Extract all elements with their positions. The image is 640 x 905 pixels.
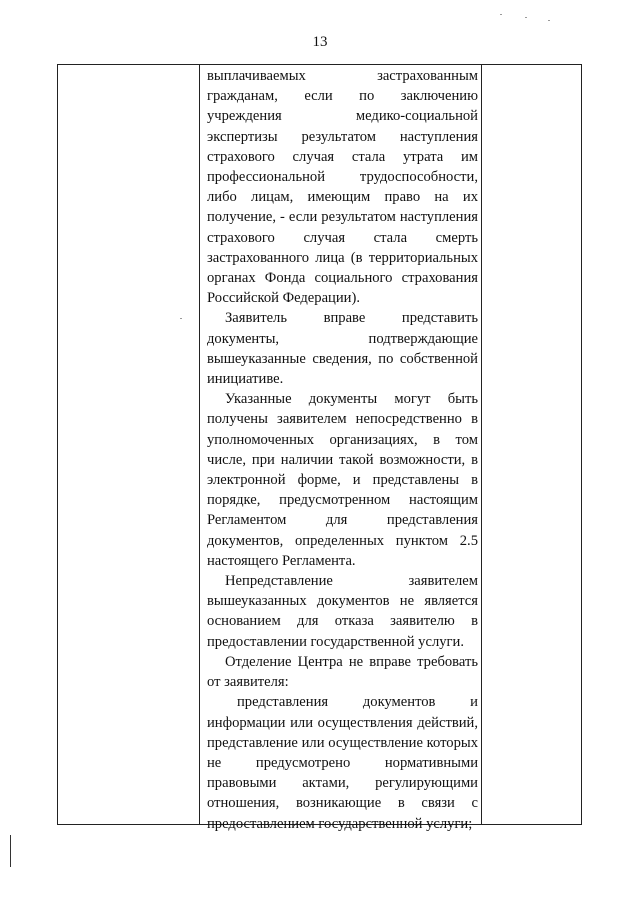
scan-speck: [180, 318, 182, 319]
paragraph: Заявитель вправе представить документы, подтверждающие вышеуказанные сведения, по собственной инициативе.: [207, 310, 478, 388]
table-column-divider-right: [481, 65, 482, 824]
scan-speck: [500, 14, 502, 15]
table-cell-text: [207, 66, 478, 834]
paragraph: Отделение Центра не вправе требовать от заявителя:: [207, 653, 478, 691]
page-number: 13: [312, 34, 328, 50]
scan-margin-mark: [10, 835, 11, 867]
paragraph: Непредставление заявителем вышеуказанных документов не является основанием для отказа заявителю в предоставлении государственной услуги.: [207, 573, 478, 650]
paragraph: представления документов и информации или осуществления действий, представление или осуществление которых не предусмотрено нормативными правовыми актами, регулирующими отношения, возникающие в связи с предоставлением государственной услуги;: [207, 694, 478, 832]
scan-speck: [548, 20, 550, 21]
paragraph: Указанные документы могут быть получены заявителем непосредственно в уполномоченных организациях, в том числе, при наличии такой возможности, в электронной форме, и представлены в порядке, предусмотренном настоящим Регламентом для представления документов, определенных пунктом 2.5 настоящего Регламента.: [207, 391, 478, 569]
paragraph: выплачиваемых застрахованным гражданам, если по заключению учреждения медико-социальной экспертизы результатом наступления страхового случая стала утрата им профессиональной трудоспособности, либо лицам, имеющим право на их получение, - если результатом наступления страхового случая стала смерть застрахованного лица (в территориальных органах Фонда социального страхования Российской Федерации).: [207, 68, 478, 307]
table-column-divider-left: [199, 65, 200, 824]
scan-speck: [525, 17, 527, 18]
